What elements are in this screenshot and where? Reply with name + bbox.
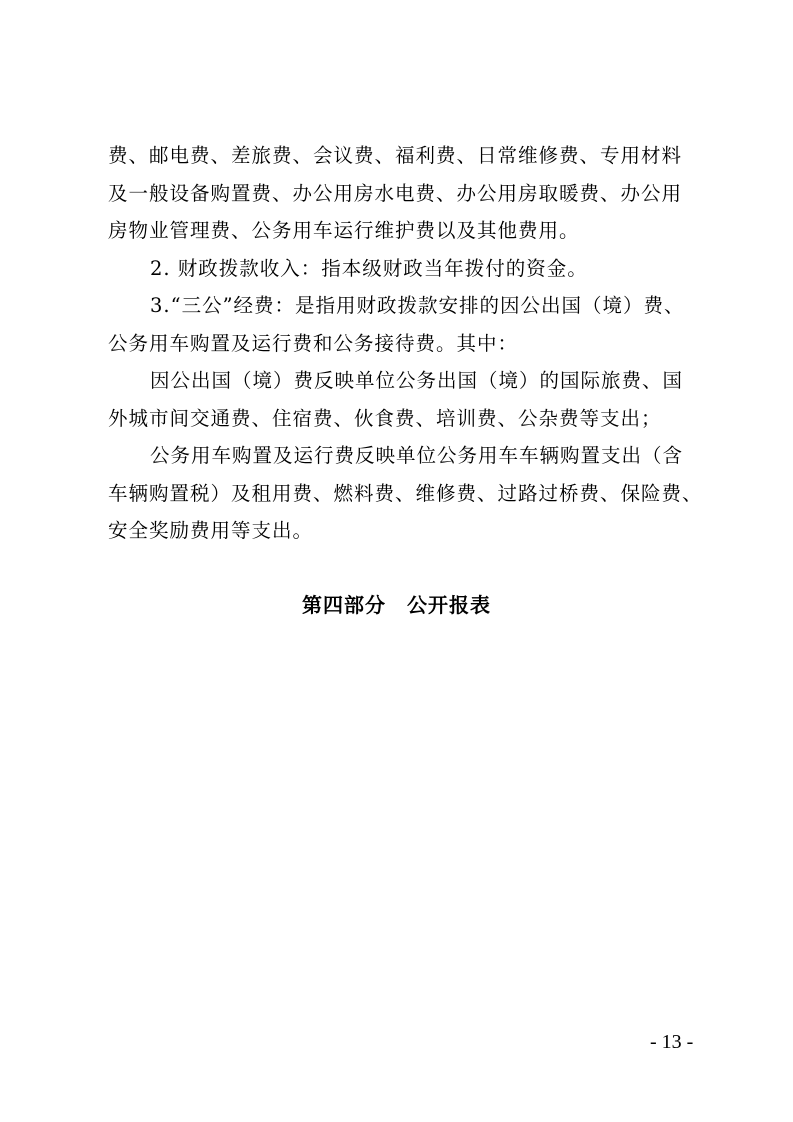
section-heading: 第四部分 公开报表 (302, 593, 491, 617)
text-line: 因公出国（境）费反映单位公务出国（境）的国际旅费、国 (150, 369, 684, 392)
text-line: 2. 财政拨款收入：指本级财政当年拨付的资金。 (150, 256, 588, 280)
text-line: 公务用车购置及运行费反映单位公务用车车辆购置支出（含 (150, 444, 684, 467)
paragraph-fiscal-appropriation-income (108, 250, 700, 288)
text-line: 3.“三公”经费：是指用财政拨款安排的因公出国（境）费、 (150, 294, 685, 317)
paragraph-three-public-expenses (108, 287, 700, 362)
text-line: 费、邮电费、差旅费、会议费、福利费、日常维修费、专用材料 (108, 144, 683, 167)
text-line: 房物业管理费、公务用车运行维护费以及其他费用。 (108, 219, 580, 242)
text-line: 车辆购置税）及租用费、燃料费、维修费、过路过桥费、保险费、 (108, 481, 703, 505)
paragraph-expense-list-continued (108, 137, 700, 250)
text-line: 公务用车购置及运行费和公务接待费。其中： (108, 331, 519, 355)
paragraph-overseas-travel-expense (108, 362, 700, 437)
text-line: 外城市间交通费、住宿费、伙食费、培训费、公杂费等支出； (108, 406, 662, 430)
paragraph-official-vehicle-expense (108, 437, 703, 550)
page-number: - 13 - (650, 1031, 694, 1053)
text-line: 安全奖励费用等支出。 (108, 519, 314, 542)
text-line: 及一般设备购置费、办公用房水电费、办公用房取暖费、办公用 (108, 181, 683, 205)
body-text (108, 137, 703, 550)
